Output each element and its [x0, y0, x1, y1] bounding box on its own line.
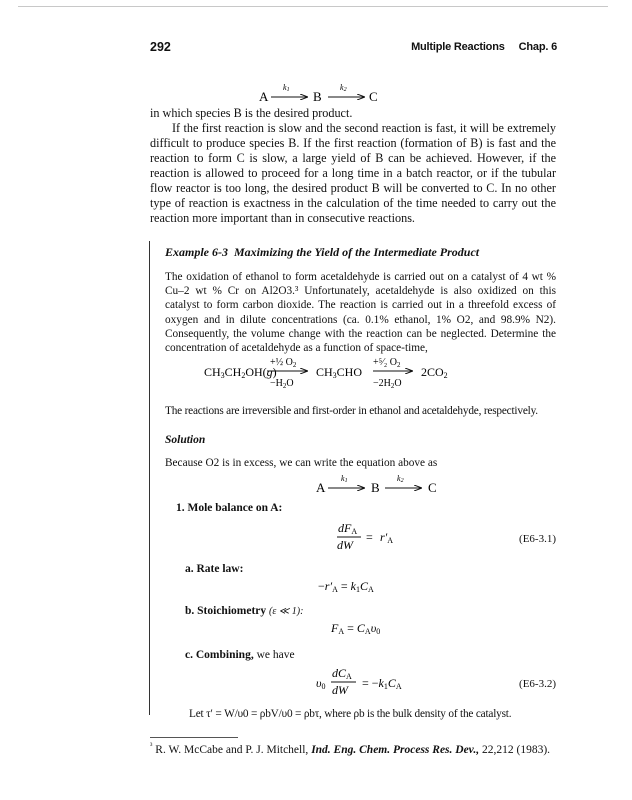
species-c: C: [428, 480, 437, 495]
svg-text:−r′A = k1CA: −r′A = k1CA: [318, 579, 374, 594]
svg-text:dW: dW: [332, 683, 348, 697]
step-mole-balance: 1. Mole balance on A:: [176, 502, 283, 514]
footnote-rule: [150, 737, 238, 738]
reactant-ethanol: CH3CH2OH(g): [204, 365, 277, 380]
footnote: $^{^3}$ R. W. McCabe and P. J. Mitchell, Ind. Eng. Chem. Process Res. Dev., 22,212 (1983).: [150, 741, 551, 756]
equation-stoichiometry: [330, 621, 380, 636]
example-side-bar: [149, 241, 150, 715]
example-heading: Maximizing the Yield of the Intermediate Product: [234, 245, 480, 259]
species-a: A: [259, 89, 269, 104]
svg-text:υ0: υ0: [316, 676, 326, 691]
oxygen-over-1: +½ $O_2$: [270, 357, 297, 369]
reaction-scheme-top: [259, 83, 378, 104]
species-c: C: [369, 89, 378, 104]
water-under-2: $-2H_2O$: [373, 378, 402, 390]
k2-label: k2: [397, 474, 404, 484]
example-title: [165, 245, 479, 260]
intermediate-acetaldehyde: CH3CHO: [316, 365, 363, 380]
intro-paragraph: If the first reaction is slow and the second reaction is fast, it will be extremely difficult to produce species B. If the first reaction (formation of B) is fast and the reaction to form C is slow, a large yield of B can be achieved. However, if the reaction is allowed to proceed for a long time in a batch reactor, or if the tubular flow reactor is too long, the desired product B will be converted to C. In no other type of reaction is exactness in the calculation of the time needed to carry out the reaction more important than in consecutive reactions.: [150, 121, 556, 225]
eq-label-1: (E6-3.1): [519, 533, 556, 545]
ethanol-reaction: [204, 357, 448, 390]
svg-text:= −k1CA: = −k1CA: [362, 676, 402, 691]
svg-text:=: =: [366, 530, 373, 544]
k1-label: k1: [283, 83, 290, 93]
svg-text:dFA: dFA: [338, 521, 358, 536]
species-b: B: [313, 89, 322, 104]
k1-label: k1: [341, 474, 348, 484]
page-number: 292: [150, 40, 171, 54]
step-combining: c. Combining, we have: [185, 649, 295, 661]
oxygen-over-2: +⁵⁄₂ $O_2$: [373, 357, 401, 369]
solution-heading: Solution: [165, 434, 206, 446]
example-paragraph-1: The oxidation of ethanol to form acetaldehyde is carried out on a catalyst of 4 wt % Cu–2 wt % Cr on Al2O3.³ Unfortunately, acetaldehyde is also oxidized on this catalyst to form carbon dioxide. The reaction is carried out in a threefold excess of oxygen and in dilute concentrations (ca. 0.1% ethanol, 1% O2, and 98.9% N2). Consequently, the volume change with the reaction can be neglected. Determine the concentration of acetaldehyde as a function of space-time,: [165, 271, 556, 355]
step-stoichiometry: b. Stoichiometry (ε ≪ 1):: [185, 605, 304, 617]
product-co2: 2CO2: [421, 365, 448, 380]
running-head-title: Multiple Reactions: [411, 41, 505, 53]
svg-text:dCA: dCA: [332, 666, 352, 681]
example-number: Example 6-3: [165, 245, 228, 259]
water-under-1: $-H_2O$: [270, 378, 294, 390]
species-a: A: [316, 480, 326, 495]
svg-text:r′A: r′A: [380, 530, 394, 545]
equation-rate-law: [318, 579, 374, 594]
equation-combining: [316, 666, 402, 697]
step-rate-law: a. Rate law:: [185, 563, 244, 575]
solution-intro: Because O2 is in excess, we can write the equation above as: [165, 457, 438, 469]
svg-text:FA = CAυ0: FA = CAυ0: [331, 621, 381, 636]
example-paragraph-2: The reactions are irreversible and first-order in ethanol and acetaldehyde, respectively.: [165, 405, 538, 417]
let-definition: Let τ′ = W/υ0 = ρbV/υ0 = ρbτ, where ρb is the bulk density of the catalyst.: [189, 708, 512, 720]
species-b: B: [371, 480, 380, 495]
intro-section: [150, 106, 556, 226]
running-head-chapter: Chap. 6: [518, 41, 557, 53]
reaction-scheme-solution: [316, 474, 437, 495]
svg-text:dW: dW: [337, 538, 353, 552]
k2-label: k2: [340, 83, 347, 93]
eq-label-2: (E6-3.2): [519, 678, 556, 690]
intro-line: in which species B is the desired product.: [150, 106, 353, 120]
equation-mole-balance: [337, 521, 393, 552]
